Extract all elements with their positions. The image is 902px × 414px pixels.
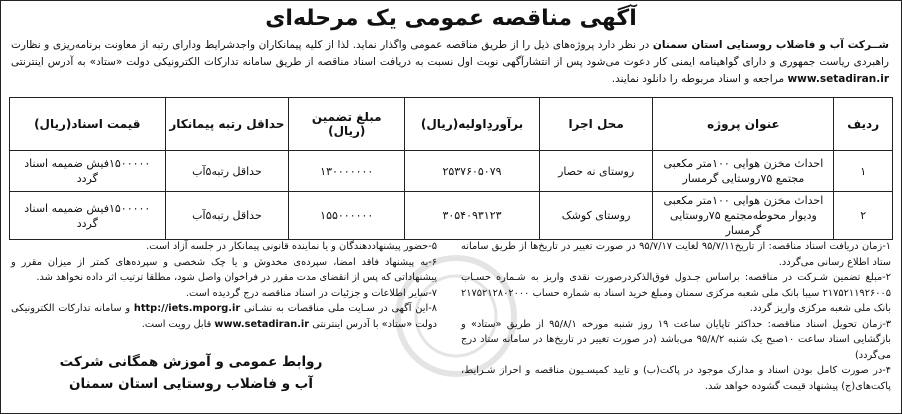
header-estimate: برآوردِاولیه(ریال): [405, 98, 540, 151]
signature-line-1: روابط عمومی و آموزش همگانی شرکت: [59, 354, 323, 370]
note8-suffix: قابل رویت است.: [141, 318, 215, 330]
cell-project-title: احداث مخزن هوایی ۱۰۰متر مکعبی ودیوار محوطه‌مجتمع ۷۵روستایی گرمسار: [653, 192, 834, 240]
cell-document-price: ۱۵۰۰۰۰۰فیش ضمیمه اسناد گردد: [10, 192, 166, 240]
cell-location: روستای کوشک: [539, 192, 653, 240]
condition-item: ۱-زمان دریافت اسناد مناقصه: از تاریخ۹۵/۷/۱۱ لغایت ۹۵/۷/۱۷ در صورت تغییر در تاریخ‌ها از طریق سامانه ستاد اطلاع رسانی می‌گردد.: [461, 241, 891, 268]
cell-estimate: ۳۰۵۴۰۹۳۱۲۳: [405, 192, 540, 240]
setad-website-link[interactable]: www.setadiran.ir: [214, 318, 310, 330]
company-name: شــرکت آب و فاضلاب روستایی استان سمنان: [652, 39, 889, 51]
cell-estimate: ۲۵۳۷۶۰۵۰۷۹: [405, 151, 540, 192]
intro-text: در نظر دارد پروژه‌های ذیل را از طریق مناقصه عمومی واگذار نماید. لذا از کلیه پیمانکاران واجدشرایط ودارای رتبه از معاونت برنامه‌ریزی و نظارت راهبردی ریاست جمهوری و دارای گواهینامه ایمنی کار دعوت می‌شود پس از انتشارآگهی نوبت اول نسبت به دریافت اسناد مناقصه از طریق سامانه تدارکات الکترونیکی دولت «ستاد» به آدرس اینترنتی: [11, 39, 889, 68]
condition-item: ۵-حضور پیشنهاددهندگان و یا نماینده قانونی پیمانکار در جلسه آزاد است.: [146, 241, 437, 252]
condition-item: ۳-زمان تحویل اسناد مناقصه: حداکثر تاپایان ساعت ۱۹ روز شنبه مورخه ۹۵/۸/۱ از طریق «ستاد» و بازگشایی اسناد ساعت ۱۰صبح یک شنبه ۹۵/۸/۲ می‌باشد (در صورت تغییر در تاریخ‌ها در سامانه ستاد درج می‌گردد): [461, 318, 892, 361]
cell-document-price: ۱۵۰۰۰۰۰فیش ضمیمه اسناد گردد: [10, 151, 166, 192]
condition-item: ۴-در صورت کامل بودن اسناد و مدارک موجود در پاکت(ب) و تایید کمیسـیون مناقصه و احراز شـرایط، پاکت‌های(ج) پیشنهاد قیمت گشوده خواهد شد.: [461, 365, 891, 392]
condition-item-8: [11, 301, 437, 332]
signature-line-2: آب و فاضلاب روستایی استان سمنان: [68, 376, 314, 392]
cell-contractor-rank: حداقل رتبه۵آب: [165, 192, 289, 240]
cell-project-title: احداث مخزن هوایی ۱۰۰متر مکعبی مجتمع ۷۵روستایی گرمسار: [653, 151, 834, 192]
conditions-right-column: [461, 239, 891, 394]
table-row: [10, 151, 893, 192]
cell-row-number: ۲: [834, 192, 893, 240]
header-guarantee: مبلغ تضمین (ریال): [289, 98, 405, 151]
table-header-row: [10, 98, 893, 151]
condition-item: ۲-مبلغ تضمین شـرکت در مناقصه: براساس جـدول فوق‌الذکردرصورت نقدی واریز به شـماره حسـاب ۲۱۷۵۲۱۱۹۲۶۰۰۵ سیبا بانک ملی شعبه مرکزی سمنان ومبلغ خرید اسناد به شماره حساب ۲۱۷۵۲۱۲۸۰۲۰۰۰ بانک ملی شعبه مرکزی واریز گردد.: [461, 272, 891, 314]
header-document-price: قیمت اسناد(ریال): [10, 98, 166, 151]
header-row-number: ردیف: [834, 98, 893, 151]
cell-guarantee: ۱۳۰۰۰۰۰۰۰: [289, 151, 405, 192]
notice-title: آگهی مناقصه عمومی یک مرحله‌ای: [265, 6, 637, 31]
header-contractor-rank: حداقل رتبه پیمانکار: [165, 98, 289, 151]
header-project-title: عنوان پروژه: [653, 98, 834, 151]
note8-prefix: ۸-این آگهی در سـایت ملی مناقصات به نشـانی: [240, 303, 437, 314]
publisher-signature: [41, 351, 341, 395]
cell-location: روستای نه حصار: [539, 151, 653, 192]
condition-item: ۶-به پیشنهاد فاقد امضا، سپرده‌ی مخدوش و یا چک شخصی و سپرده‌های کمتر از میزان مقرر و پیشنهاداتی که پس از انقضای مدت مقرر در فراخوان واصل شود، مطلقا ترتیب اثر داده نخواهد شد.: [11, 256, 437, 283]
tender-table: [9, 97, 893, 240]
header-location: محل اجرا: [539, 98, 653, 151]
intro-text-end: مراجعه و اسناد مربوطه را دانلود نمایند.: [611, 73, 788, 85]
condition-item: ۷-سایر اطلاعات و جزئیات در اسناد مناقصه درج گردیده است.: [185, 287, 437, 299]
cell-contractor-rank: حداقل رتبه۵آب: [165, 151, 289, 192]
intro-paragraph: [11, 37, 889, 88]
note8-middle: و سامانه تدارکات الکترونیکی دولت «ستاد» با آدرس اینترنتی: [11, 303, 437, 330]
setad-website-link[interactable]: www.setadiran.ir: [787, 73, 889, 85]
table-row: [10, 192, 893, 240]
cell-row-number: ۱: [834, 151, 893, 192]
iets-website-link[interactable]: http://iets.mporg.ir: [133, 303, 241, 314]
conditions-left-column: [11, 239, 437, 332]
cell-guarantee: ۱۵۵۰۰۰۰۰۰: [289, 192, 405, 240]
